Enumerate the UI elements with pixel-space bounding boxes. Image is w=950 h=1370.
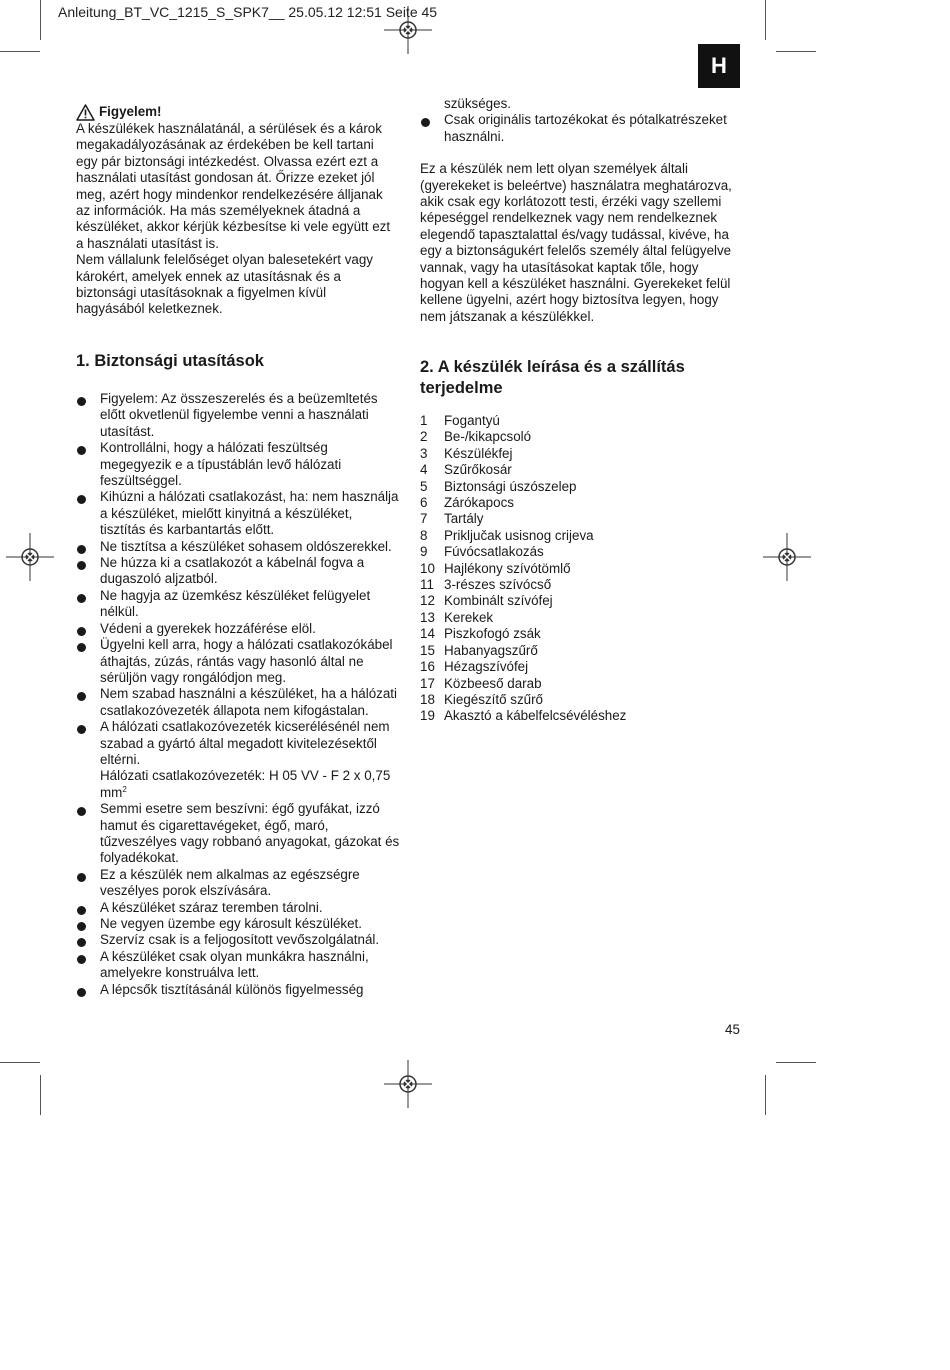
- warning-block: [76, 104, 394, 318]
- warning-title: Figyelem!: [99, 104, 162, 120]
- part-item: [420, 561, 720, 577]
- part-item: [420, 610, 720, 626]
- part-number: 6: [420, 495, 428, 511]
- warning-paragraph: A készülékek használatánál, a sérülések és a károk megakadályozásának az érdekében be kell tartani egy pár biztonsági intézkedést. Olvassa ezért ezt a használati utasítást gondosan át. Őrizze ezeket jól meg, azért hogy mindenkor rendelkezésére álljanak az információk. Ha más személyeknek átadná a készüléket, akkor kérjük kézbesítse ki vele együtt ezt a használati utasítást is.: [76, 121, 391, 251]
- cable-spec-superscript: 2: [122, 784, 127, 794]
- list-item: Szervíz csak is a feljogosított vevőszolgálatnál.: [76, 932, 400, 948]
- list-item: A készüléket csak olyan munkákra használni, amelyekre konstruálva lett.: [76, 949, 400, 982]
- part-item: [420, 626, 720, 642]
- registration-mark-icon: [384, 1060, 432, 1108]
- safety-section: [76, 351, 400, 998]
- part-item: [420, 643, 720, 659]
- print-header: Anleitung_BT_VC_1215_S_SPK7__ 25.05.12 12:51 Seite 45: [58, 4, 438, 20]
- list-item: Csak originális tartozékokat és pótalkatrészeket használni.: [420, 112, 742, 145]
- part-label: Kerekek: [444, 609, 494, 625]
- right-top-block: [420, 96, 742, 325]
- language-tab: H: [698, 44, 740, 88]
- part-item: [420, 659, 720, 675]
- part-item: [420, 511, 720, 527]
- part-label: Kombinált szívófej: [444, 593, 553, 609]
- description-section: [420, 357, 720, 725]
- part-number: 9: [420, 544, 428, 560]
- list-item: Nem szabad használni a készüléket, ha a hálózati csatlakozóvezeték állapota nem kifogástalan.: [76, 686, 400, 719]
- list-item: Ne vegyen üzembe egy károsult készüléket.: [76, 916, 400, 932]
- part-item: [420, 676, 720, 692]
- accessories-list: [420, 112, 742, 145]
- part-item: [420, 528, 720, 544]
- part-label: Piszkofogó zsák: [444, 626, 541, 642]
- part-item: [420, 446, 720, 462]
- part-number: 14: [420, 626, 435, 642]
- warning-triangle-icon: [76, 104, 95, 121]
- part-label: Habanyagszűrő: [444, 642, 538, 658]
- list-item: A lépcsők tisztításánál különös figyelmesség: [76, 982, 400, 998]
- list-item: [76, 719, 400, 801]
- part-label: Szűrőkosár: [444, 462, 512, 478]
- list-item: A készüléket száraz teremben tárolni.: [76, 900, 400, 916]
- crop-mark: [0, 51, 40, 52]
- part-number: 8: [420, 527, 428, 543]
- part-label: 3-részes szívócső: [444, 577, 552, 593]
- registration-mark-icon: [6, 533, 54, 581]
- crop-mark: [765, 0, 766, 40]
- parts-list: [420, 413, 720, 725]
- registration-mark-icon: [384, 6, 432, 54]
- part-label: Készülékfej: [444, 445, 513, 461]
- crop-mark: [765, 1075, 766, 1115]
- part-label: Biztonsági úszószelep: [444, 478, 577, 494]
- part-label: Priključak usisnog crijeva: [444, 527, 594, 543]
- part-label: Be-/kikapcsoló: [444, 429, 532, 445]
- part-item: [420, 462, 720, 478]
- part-number: 16: [420, 659, 435, 675]
- list-item: Védeni a gyerekek hozzáférése elöl.: [76, 621, 400, 637]
- list-item: Ügyelni kell arra, hogy a hálózati csatlakozókábel áthajtás, zúzás, rántás vagy hasonló által ne sérüljön vagy rongálódjon meg.: [76, 637, 400, 686]
- liability-paragraph: Nem vállalunk felelőséget olyan balesetekért vagy károkért, amelyek ennek az utasításnak és a biztonsági utasításoknak a figyelmen kívül hagyásából keletkeznek.: [76, 252, 373, 317]
- list-item-text: A hálózati csatlakozóvezeték kicserélésénél nem szabad a gyártó által megadott kivitelezésektől eltérni.: [100, 719, 390, 767]
- crop-mark: [0, 1062, 40, 1063]
- part-label: Hézagszívófej: [444, 659, 529, 675]
- part-number: 10: [420, 560, 435, 576]
- list-item: Ez a készülék nem alkalmas az egészségre veszélyes porok elszívására.: [76, 867, 400, 900]
- crop-mark: [40, 1075, 41, 1115]
- part-number: 18: [420, 691, 435, 707]
- part-number: 15: [420, 642, 435, 658]
- part-label: Fúvócsatlakozás: [444, 544, 544, 560]
- part-number: 5: [420, 478, 428, 494]
- list-item: Kontrollálni, hogy a hálózati feszültség megegyezik e a típustáblán levő hálózati feszültséggel.: [76, 440, 400, 489]
- part-label: Fogantyú: [444, 413, 500, 428]
- section-title: 1. Biztonsági utasítások: [76, 352, 264, 370]
- section-title: 2. A készülék leírása és a szállítás terjedelme: [420, 358, 685, 397]
- part-label: Akasztó a kábelfelcsévéléshez: [444, 708, 627, 724]
- part-number: 7: [420, 511, 428, 527]
- list-item: Kihúzni a hálózati csatlakozást, ha: nem használja a készüléket, mielőtt kinyitná a készüléket, tisztítás és karbantartás előtt.: [76, 489, 400, 538]
- part-item: [420, 413, 720, 429]
- list-item: Ne hagyja az üzemkész készüléket felügyelet nélkül.: [76, 588, 400, 621]
- part-number: 2: [420, 429, 428, 445]
- crop-mark: [776, 51, 816, 52]
- usage-restriction-paragraph: Ez a készülék nem lett olyan személyek általi (gyerekeket is beleértve) használatra meghatározva, akik csak egy korlátozott testi, érzéki vagy szellemi képeséggel rendelkeznek vagy nem rendelkeznek elegendő tapasztalattal és/vagy tudással, kivéve, ha egy a biztonságukért felelős személy által felügyelve vannak, vagy ha utasításokat kaptak tőle, hogy hogyan kell a készüléket használni. Gyerekeket felül kellene ügyelni, azért hogy biztosítva legyen, hogy nem játszanak a készülékkel.: [420, 161, 732, 324]
- part-label: Hajlékony szívótömlő: [444, 560, 571, 576]
- part-item: [420, 692, 720, 708]
- part-number: 17: [420, 675, 435, 691]
- part-item: [420, 593, 720, 609]
- part-number: 11: [420, 577, 434, 593]
- part-item: [420, 479, 720, 495]
- page-number: 45: [725, 1022, 740, 1037]
- cable-spec: Hálózati csatlakozóvezeték: H 05 VV - F 2 x 0,75 mm: [100, 768, 391, 800]
- list-item: Ne húzza ki a csatlakozót a kábelnál fogva a dugaszoló aljzatból.: [76, 555, 400, 588]
- crop-mark: [40, 0, 41, 40]
- part-number: 1: [420, 413, 428, 428]
- list-item: Figyelem: Az összeszerelés és a beüzemltetés előtt okvetlenül figyelembe venni a használati utasítást.: [76, 391, 400, 440]
- part-item: [420, 577, 720, 593]
- part-number: 4: [420, 462, 428, 478]
- part-label: Zárókapocs: [444, 495, 514, 511]
- continuation-text: szükséges.: [444, 96, 511, 111]
- part-item: [420, 708, 720, 724]
- warning-heading: [76, 104, 394, 121]
- part-item: [420, 495, 720, 511]
- registration-mark-icon: [763, 533, 811, 581]
- crop-mark: [776, 1062, 816, 1063]
- list-item: Ne tisztítsa a készüléket sohasem oldószerekkel.: [76, 539, 400, 555]
- part-label: Közbeeső darab: [444, 675, 542, 691]
- part-label: Kiegészítő szűrő: [444, 691, 543, 707]
- safety-list: [76, 391, 400, 998]
- list-item: Semmi esetre sem beszívni: égő gyufákat, izzó hamut és cigarettavégeket, égő, maró, tűzveszélyes vagy robbanó anyagokat, gázokat és folyadékokat.: [76, 801, 400, 867]
- part-item: [420, 544, 720, 560]
- part-number: 19: [420, 708, 435, 724]
- part-number: 13: [420, 609, 435, 625]
- part-number: 12: [420, 593, 435, 609]
- part-item: [420, 429, 720, 445]
- part-label: Tartály: [444, 511, 484, 527]
- part-number: 3: [420, 445, 428, 461]
